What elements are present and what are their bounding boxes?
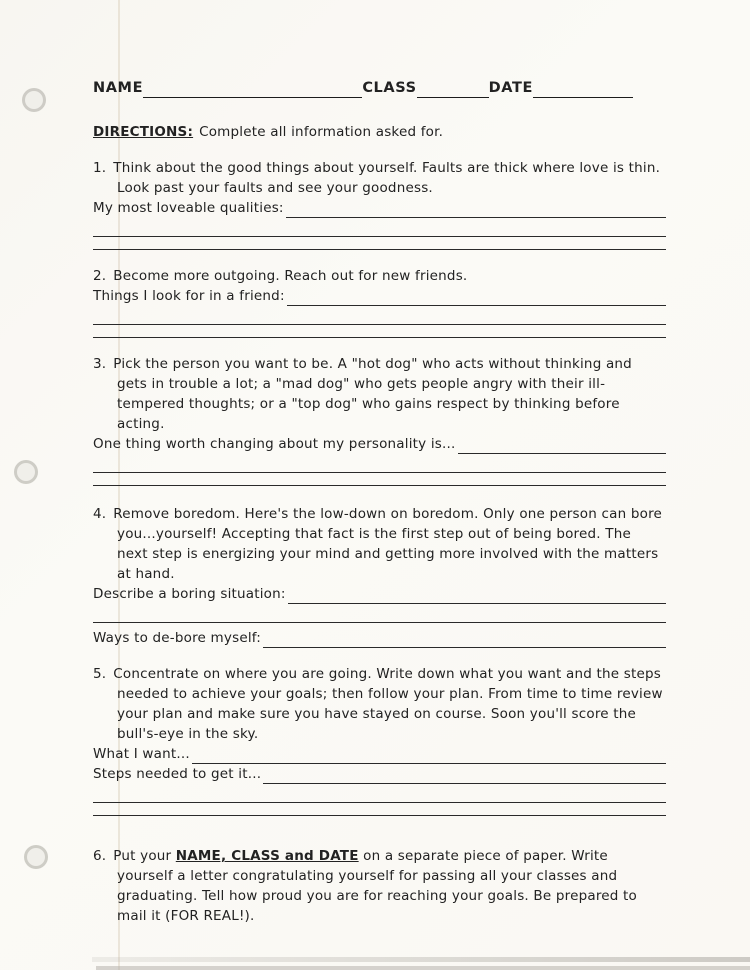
answer-blank-line <box>93 223 666 237</box>
answer-blank <box>288 590 666 604</box>
item-2-prompt-label: Things I look for in a friend: <box>93 288 285 304</box>
date-label: DATE <box>488 80 533 96</box>
item-5-prompt-line-2 <box>93 764 666 784</box>
date-blank <box>533 83 633 98</box>
answer-blank <box>263 770 666 784</box>
item-2 <box>93 266 666 338</box>
item-6-post: on a separate piece of paper. Write yourself a letter congratulating yourself for passing all your classes and graduating. Tell how proud you are for reaching your goals. Be prepared to mail it (FOR REAL!). <box>117 848 638 924</box>
answer-blank <box>192 750 666 764</box>
name-class-date-header <box>93 78 633 98</box>
item-5-body: Concentrate on where you are going. Write down what you want and the steps needed to achieve your goals; then follow your plan. From time to time review your plan and make sure you have stayed on course. Soon you'll score the bull's-eye in the sky. <box>113 666 663 742</box>
name-blank <box>143 83 362 98</box>
item-3-text <box>93 354 666 434</box>
item-3-prompt-line <box>93 434 666 454</box>
item-2-number: 2. <box>93 268 107 284</box>
item-5-number: 5. <box>93 666 107 682</box>
item-3-body: Pick the person you want to be. A "hot dog" who acts without thinking and gets in trouble a lot; a "mad dog" who gets people angry with their ill-tempered thoughts; or a "top dog" who gains respect by thinking before acting. <box>113 356 632 432</box>
item-6-number: 6. <box>93 848 107 864</box>
answer-blank-line <box>93 609 666 623</box>
item-1-text <box>93 158 666 198</box>
item-3 <box>93 354 666 486</box>
item-5-prompt-label-2: Steps needed to get it... <box>93 766 262 782</box>
item-2-text <box>93 266 666 286</box>
answer-blank <box>263 634 666 648</box>
item-4-prompt-line-1 <box>93 584 666 604</box>
item-4-prompt-label-1: Describe a boring situation: <box>93 586 286 602</box>
item-6-emphasis: NAME, CLASS and DATE <box>175 848 359 864</box>
item-4-prompt-label-2: Ways to de-bore myself: <box>93 630 261 646</box>
answer-blank <box>458 440 667 454</box>
answer-blank-line <box>93 803 666 816</box>
item-1-prompt-label: My most loveable qualities: <box>93 200 284 216</box>
item-1 <box>93 158 666 250</box>
item-4-body: Remove boredom. Here's the low-down on boredom. Only one person can bore you...yourself! Accepting that fact is the first step out of being bored. The next step is energizing your mind and getting more involved with the matters at hand. <box>113 506 663 582</box>
item-4 <box>93 504 666 648</box>
answer-blank <box>286 204 666 218</box>
answer-blank-line <box>93 459 666 473</box>
item-5-text <box>93 664 666 744</box>
item-1-number: 1. <box>93 160 107 176</box>
item-6-pre: Put your <box>113 848 176 864</box>
directions-text: Complete all information asked for. <box>199 124 444 140</box>
item-5 <box>93 664 666 816</box>
answer-blank <box>287 292 666 306</box>
item-5-prompt-label-1: What I want... <box>93 746 190 762</box>
answer-blank-line <box>93 311 666 325</box>
item-6 <box>93 846 666 926</box>
scan-smudge <box>92 957 750 962</box>
directions-label: DIRECTIONS: <box>93 124 194 140</box>
answer-blank-line <box>93 789 666 803</box>
item-2-prompt-line <box>93 286 666 306</box>
item-4-number: 4. <box>93 506 107 522</box>
item-4-text <box>93 504 666 584</box>
name-label: NAME <box>93 80 144 96</box>
item-5-prompt-line-1 <box>93 744 666 764</box>
item-6-text <box>93 846 666 926</box>
item-1-body: Think about the good things about yourself. Faults are thick where love is thin. Look past your faults and see your goodness. <box>113 160 661 196</box>
item-1-prompt-line <box>93 198 666 218</box>
answer-blank-line <box>93 237 666 250</box>
item-3-number: 3. <box>93 356 107 372</box>
item-2-body: Become more outgoing. Reach out for new friends. <box>113 268 468 284</box>
directions <box>93 122 666 142</box>
answer-blank-line <box>93 473 666 486</box>
item-4-prompt-line-2 <box>93 628 666 648</box>
scan-bottom-edge <box>96 966 750 970</box>
item-3-prompt-label: One thing worth changing about my personality is... <box>93 436 456 452</box>
class-label: CLASS <box>362 80 417 96</box>
answer-blank-line <box>93 325 666 338</box>
class-blank <box>417 83 489 98</box>
